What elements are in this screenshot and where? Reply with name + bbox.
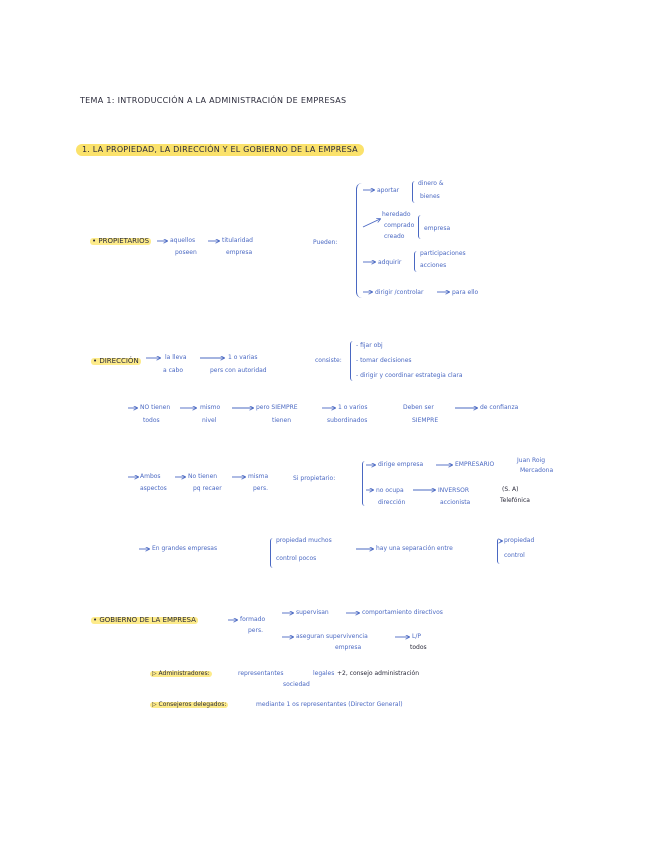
gob-aseguran: aseguran supervivencia — [296, 633, 368, 640]
prop-poseen: poseen — [175, 249, 197, 256]
gob-legales: legales — [313, 670, 335, 677]
dir-accionista: accionista — [440, 499, 471, 506]
dir-nivel: nivel — [202, 417, 217, 424]
prop-comprado: comprado — [384, 222, 415, 229]
consiste-brace — [350, 341, 355, 381]
dir-sa: (S. A) — [502, 486, 519, 493]
si-propietario-brace — [362, 461, 367, 506]
section-heading: 1. LA PROPIEDAD, LA DIRECCIÓN Y EL GOBIERNO DE LA EMPRESA — [76, 144, 364, 156]
dir-ambos: Ambos — [140, 473, 161, 480]
dir-tienen: tienen — [272, 417, 292, 424]
dir-pers: pers. — [253, 485, 268, 492]
prop-creado: creado — [384, 233, 405, 240]
dir-a-cabo: a cabo — [163, 367, 184, 374]
direccion-label: • DIRECCIÓN — [93, 357, 139, 365]
prop-heredado: heredado — [382, 211, 411, 218]
gob-consejeros-text: mediante 1 os representantes (Director General) — [256, 701, 403, 708]
prop-para-ello: para ello — [452, 289, 479, 296]
prop-dinero: dinero & — [418, 180, 444, 187]
aportar-brace — [412, 181, 417, 203]
adquirir-brace — [414, 251, 419, 272]
dir-mercadona: Mercadona — [520, 467, 554, 474]
dir-confianza: de confianza — [480, 404, 519, 411]
dir-juan-roig: Juan Roig — [517, 457, 546, 464]
dir-inversor: INVERSOR — [438, 487, 470, 494]
dir-siempre: SIEMPRE — [412, 417, 439, 424]
dir-aspectos: aspectos — [140, 485, 167, 492]
dir-subordinados: subordinados — [327, 417, 368, 424]
gob-consejeros: ▷ Consejeros delegados: — [152, 701, 227, 708]
dir-deben-ser: Deben ser — [403, 404, 434, 411]
prop-pueden: Pueden: — [313, 239, 338, 246]
dir-varios: 1 o varios — [338, 404, 368, 411]
dir-todos: todos — [143, 417, 160, 424]
separacion-brace — [497, 538, 502, 564]
dir-telefonica: Telefónica — [500, 497, 530, 504]
dir-la-lleva: la lleva — [165, 354, 187, 361]
dir-no-tienen: NO tienen — [140, 404, 171, 411]
dir-control: control — [504, 552, 525, 559]
dir-tomar-decisiones: - tomar decisiones — [356, 357, 412, 364]
page-title: TEMA 1: INTRODUCCIÓN A LA ADMINISTRACIÓN DE EMPRESAS — [80, 96, 347, 105]
pueden-brace — [356, 183, 363, 298]
gob-comportamiento: comportamiento directivos — [362, 609, 443, 616]
gob-formado: formado — [240, 616, 266, 623]
dir-dirigir-coordinar: - dirigir y coordinar estrategia clara — [356, 372, 463, 379]
dir-grandes-empresas: En grandes empresas — [152, 545, 218, 552]
dir-propiedad: propiedad — [504, 537, 535, 544]
prop-titularidad: titularidad — [222, 237, 253, 244]
gobierno-label: • GOBIERNO DE LA EMPRESA — [93, 616, 196, 624]
prop-aportar: aportar — [377, 187, 400, 194]
dir-varias: 1 o varias — [228, 354, 258, 361]
gob-pers: pers. — [248, 627, 263, 634]
prop-acciones: acciones — [420, 262, 447, 269]
gob-empresa: empresa — [335, 644, 362, 651]
dir-pers-autoridad: pers con autoridad — [210, 367, 267, 374]
gob-supervisan: supervisan — [296, 609, 329, 616]
prop-adquirir: adquirir — [378, 259, 402, 266]
dir-empresario: EMPRESARIO — [455, 461, 495, 468]
dir-propiedad-muchos: propiedad muchos — [276, 537, 332, 544]
gob-sociedad: sociedad — [283, 681, 310, 688]
dir-pq-recaer: pq recaer — [193, 485, 222, 492]
dir-separacion: hay una separación entre — [376, 545, 453, 552]
gob-consejo-admin: +2, consejo administración — [337, 670, 420, 677]
grandes-brace — [270, 538, 275, 568]
prop-bienes: bienes — [420, 193, 440, 200]
dir-direccion: dirección — [378, 499, 406, 506]
dir-si-propietario: Si propietario: — [293, 475, 336, 482]
prop-dirigir: dirigir /controlar — [375, 289, 424, 296]
gob-todos: todos — [410, 644, 427, 651]
dir-no-ocupa: no ocupa — [376, 487, 404, 494]
heredado-brace — [418, 215, 423, 239]
dir-dirige-empresa: dirige empresa — [378, 461, 424, 468]
prop-empresa: empresa — [226, 249, 253, 256]
dir-no-tienen-2: No tienen — [188, 473, 218, 480]
dir-mismo: mismo — [200, 404, 221, 411]
gob-administradores: ▷ Administradores: — [152, 670, 210, 677]
dir-control-pocos: control pocos — [276, 555, 317, 562]
dir-consiste: consiste: — [315, 357, 342, 364]
gob-lp: L/P — [412, 633, 421, 640]
prop-aquellos: aquellos — [170, 237, 196, 244]
prop-participaciones: participaciones — [420, 250, 466, 257]
gob-representantes: representantes — [238, 670, 284, 677]
propietarios-label: • PROPIETARIOS — [92, 237, 150, 245]
prop-empresa-2: empresa — [424, 225, 451, 232]
dir-misma: misma — [248, 473, 269, 480]
dir-fijar-obj: - fijar obj — [356, 342, 383, 349]
dir-pero-siempre: pero SIEMPRE — [256, 404, 298, 411]
